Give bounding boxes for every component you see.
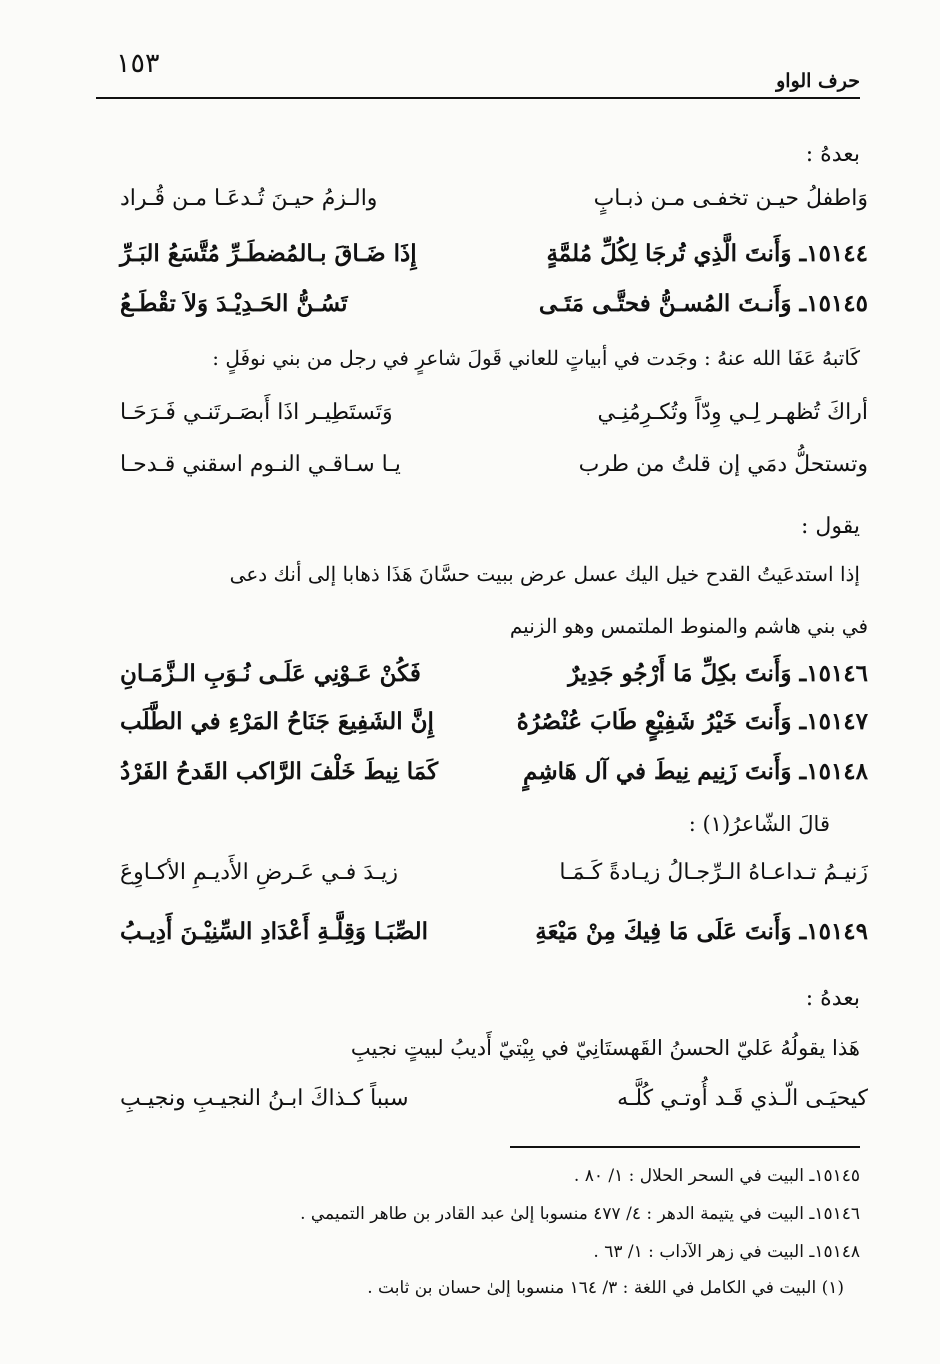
verse-first-half <box>535 918 868 945</box>
verse-row <box>120 708 868 752</box>
footnote-rule <box>510 1146 860 1148</box>
verse-row <box>120 400 868 444</box>
prose-line: كَاتبهُ عَفَا الله عنهُ : وجَدت في أبياتٍ للعاني قَولَ شاعرٍ في رجل من بني نوفَلٍ : <box>212 346 860 370</box>
verse-hemistich: سبباً كـذاكَ ابـنُ النجيـبِ ونجيـبِ <box>120 1086 409 1111</box>
verse-first-half <box>546 240 868 267</box>
verse-hemistich: كيحيَـى الّـذي قَـد أُوتـي كُلَّـه <box>617 1086 868 1111</box>
verse-hemistich: يـا سـاقـي النـوم اسقني قـدحـا <box>120 452 401 477</box>
verse-hemistich: وَأَنتَ بكِلِّ مَا أَرْجُو جَدِيرٌ <box>568 660 792 687</box>
verse-row <box>120 758 868 802</box>
page-header <box>96 40 860 96</box>
verse-hemistich: الصِّبَـا وَقِلَّـةِ أَعْدَادِ السِّنِيْـنَ أَدِيـبُ <box>120 918 429 945</box>
verse-row <box>120 918 868 962</box>
prose-line: قالَ الشّاعرُ(١) : <box>688 812 830 836</box>
verse-hemistich: زَنيـمُ تـداعـاهُ الـرِّجـالُ زيـادةً كَـمَـا <box>559 860 868 885</box>
prose-line: إذا استدعَيتُ القدح خيل اليك عسل عرض ببيت حسَّانَ هَذَا ذهابا إلى أنك دعى <box>229 562 860 586</box>
verse-hemistich: وَأَنـتَ المُسـنُّ فحتَّـى مَتَـى <box>538 290 792 317</box>
verse-first-half <box>539 290 868 317</box>
verse-hemistich: وَتَستَطِيـر اذَا أَبصَـرتَنـي فَـرَحَـا <box>120 400 393 425</box>
verse-row <box>120 240 868 284</box>
verse-hemistich: إِنَّ الشَفِيعَ جَنَاحُ المَرْءِ في الطَّلَب <box>120 708 434 735</box>
verse-row <box>120 860 868 904</box>
verse-hemistich: وَأَنتَ عَلَى مَا فِيكَ مِنْ مَيْعَةِ <box>535 918 792 945</box>
verse-number: ١٥١٤٥ـ <box>799 290 868 317</box>
prose-line: بعدهُ : <box>805 986 860 1011</box>
verse-row <box>120 660 868 704</box>
verse-hemistich: وَأَنتَ زَنِيم نِيطَ في آل هَاشِمٍ <box>523 758 792 785</box>
prose-line: يقول : <box>800 514 860 539</box>
verse-first-half <box>568 660 868 687</box>
verse-number: ١٥١٤٦ـ <box>799 660 868 687</box>
verse-row <box>120 1086 868 1130</box>
footnote: ١٥١٤٥ـ البيت في السحر الحلال : ١/ ٨٠ . <box>573 1166 860 1186</box>
page-number: ١٥٣ <box>116 48 160 79</box>
verse-number: ١٥١٤٧ـ <box>799 708 868 735</box>
verse-first-half <box>523 758 868 785</box>
verse-hemistich: فَكُنْ عَـوْنِي عَلَـى نُـوَبِ الـزَّمَـانِ <box>120 660 421 687</box>
verse-row <box>120 186 868 230</box>
verse-hemistich: تَسُـنُّ الحَـدِيْـدَ وَلاَ تقْطَـعُ <box>120 290 348 317</box>
prose-line: هَذا يقولُهُ عَليّ الحسنُ القَهستَانِيّ في بِيْتيّ أَديبُ لبيتٍ نجيبِ <box>350 1036 860 1060</box>
prose-line: بعدهُ : <box>805 142 860 167</box>
verse-first-half <box>517 708 868 735</box>
footnote: ١٥١٤٨ـ البيت في زهر الآداب : ١/ ٦٣ . <box>593 1242 860 1262</box>
verse-hemistich: والـزمُ حيـنَ تُـدعَـا مـن قُـراد <box>120 186 378 211</box>
prose-line: في بني هاشم والمنوط الملتمس وهو الزنيم <box>509 614 868 638</box>
verse-hemistich: وَاطفلُ حيـن تخفـى مـن ذبـابٍ <box>593 186 868 211</box>
footnote: ١٥١٤٦ـ البيت في يتيمة الدهر : ٤/ ٤٧٧ منسوبا إلىٰ عبد القادر بن طاهر التميمي . <box>300 1204 860 1224</box>
verse-hemistich: أراكَ تُظهـر لِـي وِدّاً وتُكـرِمُنِـي <box>597 400 868 425</box>
verse-row <box>120 452 868 496</box>
verse-number: ١٥١٤٩ـ <box>799 918 868 945</box>
header-rule <box>96 97 860 99</box>
verse-row <box>120 290 868 334</box>
verse-hemistich: زيـدَ فـي عَـرضِ الأَديـمِ الأكـاوِعَ <box>120 860 399 885</box>
footnote: (١) البيت في الكامل في اللغة : ٣/ ١٦٤ منسوبا إلىٰ حسان بن ثابت . <box>367 1278 844 1298</box>
verse-hemistich: وتستحلُّ دمَي إن قلتُ من طرب <box>578 452 868 477</box>
verse-number: ١٥١٤٤ـ <box>799 240 868 267</box>
running-title: حرف الواو <box>776 70 860 92</box>
verse-hemistich: إِذَا ضَـاقَ بـالمُضطَـرِّ مُتَّسَعُ البَـرِّ <box>120 240 417 267</box>
verse-hemistich: وَأَنتَ خَيْرُ شَفِيْعٍ طَابَ عُنْصُرُهُ <box>516 708 792 735</box>
verse-hemistich: كَمَا نِيطَ خَلْفَ الرَّاكب القَدحُ الفَرْدُ <box>120 758 439 785</box>
verse-hemistich: وَأَنتَ الَّذِي تُرجَا لِكُلِّ مُلمَّةٍ <box>546 240 792 267</box>
verse-number: ١٥١٤٨ـ <box>799 758 868 785</box>
